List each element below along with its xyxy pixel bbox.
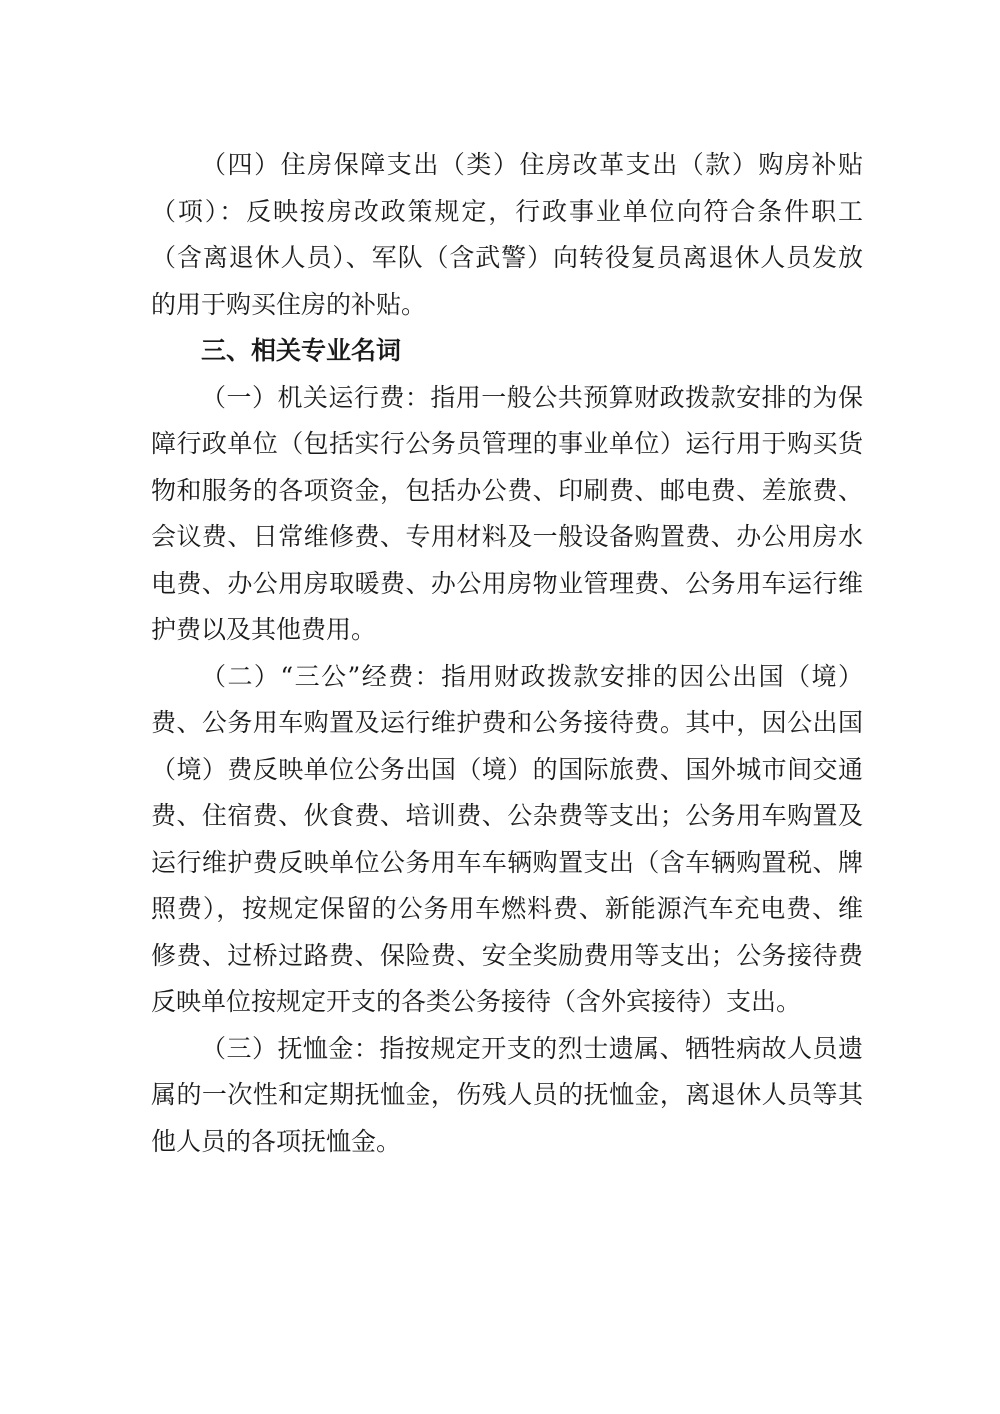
paragraph-term-three-public-expenses: （二）“三公”经费：指用财政拨款安排的因公出国（境）费、公务用车购置及运行维护费和公务接待费。其中，因公出国（境）费反映单位公务出国（境）的国际旅费、国外城市间交通费、住宿费、伙食费、培训费、公杂费等支出；公务用车购置及运行维护费反映单位公务用车车辆购置支出（含车辆购置税、牌照费），按规定保留的公务用车燃料费、新能源汽车充电费、维修费、过桥过路费、保险费、安全奖励费用等支出；公务接待费反映单位按规定开支的各类公务接待（含外宾接待）支出。 [151,661,863,1016]
paragraph-term-pension: （三）抚恤金：指按规定开支的烈士遗属、牺牲病故人员遗属的一次性和定期抚恤金，伤残人员的抚恤金，离退休人员等其他人员的各项抚恤金。 [151,1033,863,1156]
paragraph-term-operating-costs: （一）机关运行费：指用一般公共预算财政拨款安排的为保障行政单位（包括实行公务员管理的事业单位）运行用于购买货物和服务的各项资金，包括办公费、印刷费、邮电费、差旅费、会议费、日常维修费、专用材料及一般设备购置费、办公用房水电费、办公用房取暖费、办公用房物业管理费、公务用车运行维护费以及其他费用。 [151,382,863,644]
paragraph-housing-subsidy: （四）住房保障支出（类）住房改革支出（款）购房补贴（项）：反映按房改政策规定，行政事业单位向符合条件职工（含离退休人员）、军队（含武警）向转役复员离退休人员发放的用于购买住房的补贴。 [151,150,863,319]
document-body [151,142,863,1165]
section-heading: 三、相关专业名词 [201,336,402,365]
